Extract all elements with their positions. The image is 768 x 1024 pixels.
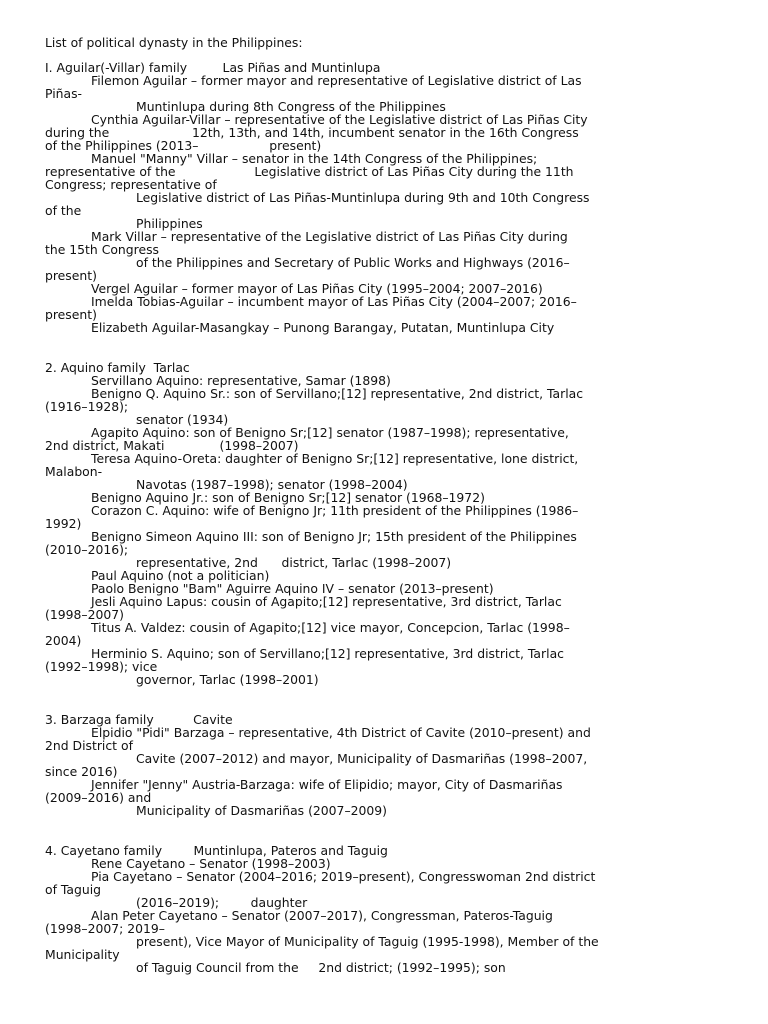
text-line: Jennifer "Jenny" Austria-Barzaga: wife of Elipidio; mayor, City of Dasmariñas (91, 777, 563, 792)
text-line: of the Philippines and Secretary of Public Works and Highways (2016– (136, 255, 570, 270)
text-line: governor, Tarlac (1998–2001) (136, 672, 319, 687)
text-line: Paul Aquino (not a politician) (91, 568, 270, 583)
text-line: 2nd district, Makati (1998–2007) (45, 438, 299, 453)
text-line: Rene Cayetano – Senator (1998–2003) (91, 856, 331, 871)
text-line: representative, 2nd district, Tarlac (1998–2007) (136, 555, 452, 570)
text-line: Herminio S. Aquino; son of Servillano;[12] representative, 3rd district, Tarlac (91, 646, 564, 661)
dynasty-section (45, 844, 724, 974)
text-line: Titus A. Valdez: cousin of Agapito;[12] vice mayor, Concepcion, Tarlac (1998– (91, 620, 570, 635)
text-line: (2009–2016) and (45, 790, 152, 805)
section-heading: 4. Cayetano family Muntinlupa, Pateros and Taguig (45, 843, 388, 858)
text-line: Filemon Aguilar – former mayor and representative of Legislative district of Las (91, 73, 582, 88)
text-line: Paolo Benigno "Bam" Aguirre Aquino IV – senator (2013–present) (91, 581, 494, 596)
document-body (45, 61, 724, 974)
text-line: Corazon C. Aquino: wife of Benigno Jr; 11th president of the Philippines (1986– (91, 503, 579, 518)
text-line: 2004) (45, 633, 82, 648)
text-line: the 15th Congress (45, 242, 159, 257)
text-line: Manuel "Manny" Villar – senator in the 14th Congress of the Philippines; (91, 151, 538, 166)
text-line: Philippines (136, 216, 203, 231)
text-line: Elizabeth Aguilar-Masangkay – Punong Barangay, Putatan, Muntinlupa City (91, 320, 555, 335)
text-line: Piñas- (45, 86, 83, 101)
text-line: Benigno Q. Aquino Sr.: son of Servillano;[12] representative, 2nd district, Tarlac (91, 386, 584, 401)
text-line: Congress; representative of (45, 177, 217, 192)
text-line: Legislative district of Las Piñas-Muntinlupa during 9th and 10th Congress (136, 190, 590, 205)
text-line: (2016–2019); daughter (136, 895, 308, 910)
text-line: Cynthia Aguilar-Villar – representative of the Legislative district of Las Piñas City (91, 112, 588, 127)
text-line: of the Philippines (2013– present) (45, 138, 322, 153)
text-line: during the 12th, 13th, and 14th, incumbent senator in the 16th Congress (45, 125, 579, 140)
text-line: present) (45, 268, 97, 283)
text-line: (1992–1998); vice (45, 659, 158, 674)
text-line: (1916–1928); (45, 399, 129, 414)
text-line: Imelda Tobias-Aguilar – incumbent mayor of Las Piñas City (2004–2007; 2016– (91, 294, 577, 309)
dynasty-section (45, 61, 724, 334)
text-line: 2nd District of (45, 738, 133, 753)
text-line: Vergel Aguilar – former mayor of Las Piñas City (1995–2004; 2007–2016) (91, 281, 543, 296)
text-line: senator (1934) (136, 412, 229, 427)
text-line: Teresa Aquino-Oreta: daughter of Benigno Sr;[12] representative, lone district, (91, 451, 579, 466)
text-line: Municipality of Dasmariñas (2007–2009) (136, 803, 388, 818)
text-line: Benigno Simeon Aquino III: son of Benigno Jr; 15th president of the Philippines (91, 529, 577, 544)
text-line: Muntinlupa during 8th Congress of the Philippines (136, 99, 446, 114)
text-line: (1998–2007) (45, 607, 124, 622)
section-heading: I. Aguilar(-Villar) family Las Piñas and Muntinlupa (45, 60, 381, 75)
text-line: present), Vice Mayor of Municipality of Taguig (1995-1998), Member of the (136, 934, 599, 949)
text-line: Mark Villar – representative of the Legislative district of Las Piñas City during (91, 229, 568, 244)
text-line: Elpidio "Pidi" Barzaga – representative, 4th District of Cavite (2010–present) and (91, 725, 591, 740)
text-line: Navotas (1987–1998); senator (1998–2004) (136, 477, 408, 492)
text-line: Cavite (2007–2012) and mayor, Municipality of Dasmariñas (1998–2007, (136, 751, 588, 766)
text-line: Malabon- (45, 464, 103, 479)
text-line: representative of the Legislative district of Las Piñas City during the 11th (45, 164, 574, 179)
text-line: present) (45, 307, 97, 322)
text-line: Pia Cayetano – Senator (2004–2016; 2019–present), Congresswoman 2nd district (91, 869, 596, 884)
section-heading: 2. Aquino family Tarlac (45, 360, 190, 375)
document-title: List of political dynasty in the Philippines: (45, 35, 303, 50)
text-line: Servillano Aquino: representative, Samar (1898) (91, 373, 391, 388)
text-line: since 2016) (45, 764, 118, 779)
dynasty-section (45, 713, 724, 817)
text-line: Jesli Aquino Lapus: cousin of Agapito;[12] representative, 3rd district, Tarlac (91, 594, 562, 609)
text-line: Municipality (45, 947, 120, 962)
section-heading: 3. Barzaga family Cavite (45, 712, 233, 727)
text-line: Benigno Aquino Jr.: son of Benigno Sr;[12] senator (1968–1972) (91, 490, 485, 505)
text-line: Alan Peter Cayetano – Senator (2007–2017), Congressman, Pateros-Taguig (91, 908, 553, 923)
text-line: (1998–2007; 2019– (45, 921, 165, 936)
dynasty-section (45, 361, 724, 686)
text-line: of Taguig Council from the 2nd district; (1992–1995); son (136, 960, 506, 975)
text-line: 1992) (45, 516, 82, 531)
text-line: of the (45, 203, 82, 218)
text-line: of Taguig (45, 882, 102, 897)
text-line: (2010–2016); (45, 542, 129, 557)
text-line: Agapito Aquino: son of Benigno Sr;[12] senator (1987–1998); representative, (91, 425, 569, 440)
